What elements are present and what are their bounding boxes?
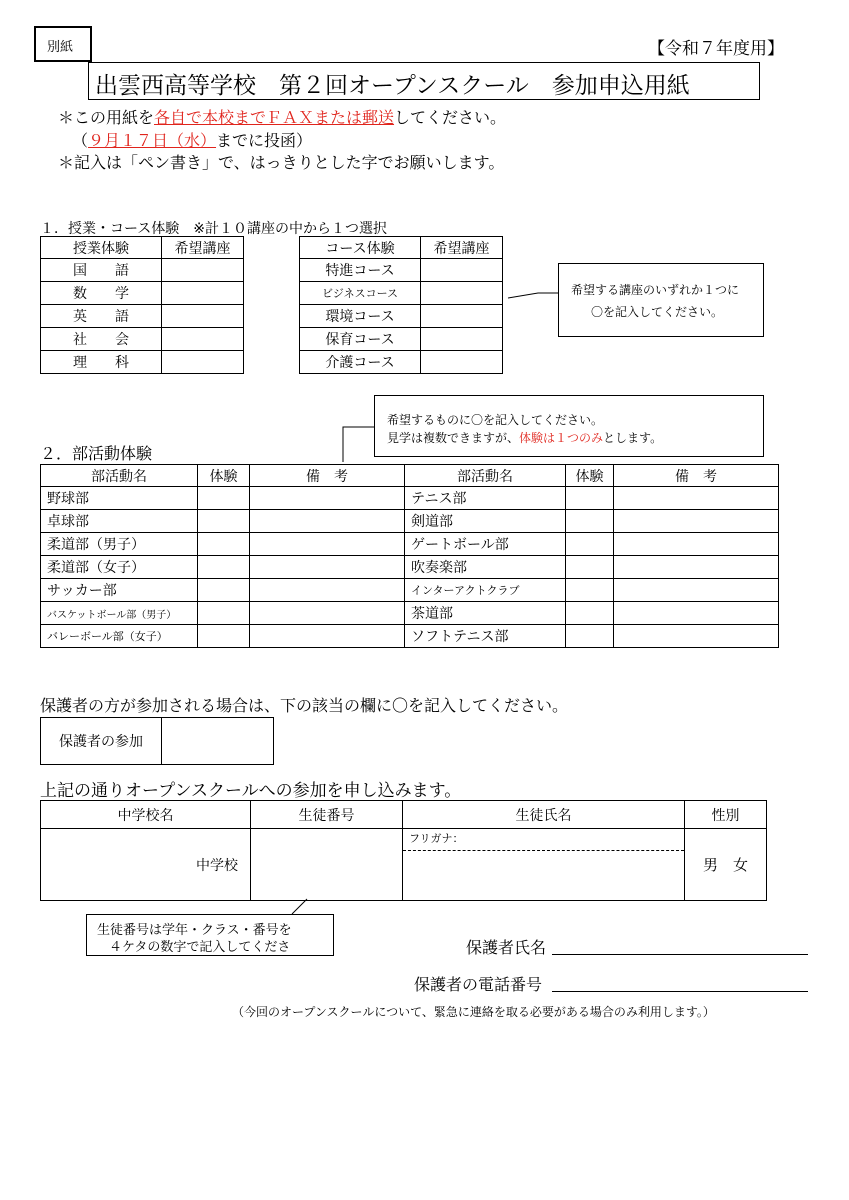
student-id-callout-line [292,899,307,914]
club-name: テニス部 [405,487,566,510]
club-remarks-cell[interactable] [250,625,405,648]
section1-note-line-1: 希望する講座のいずれか１つに [571,283,740,297]
section2-note-line-2-post: とします。 [603,431,663,445]
club-trial-cell[interactable] [198,556,250,579]
student-id-note-box [86,914,334,956]
section2-note-line-2 [387,429,662,446]
club-name: バレーボール部（女子） [41,625,198,648]
club-name: インターアクトクラブ [405,579,566,602]
instruction-line-2-post: までに投函） [216,131,313,150]
school-suffix: 中学校 [196,857,238,874]
guardian-phone-line[interactable] [552,991,808,992]
club-remarks-cell[interactable] [250,510,405,533]
section1-callout-line [508,293,558,298]
club-trial-cell[interactable] [198,510,250,533]
club-remarks-cell[interactable] [614,556,779,579]
club-trial-cell[interactable] [566,625,614,648]
course-table-header: 希望講座 [421,237,503,259]
club-remarks-cell[interactable] [614,579,779,602]
club-table-header: 部活動名 [41,465,198,487]
course-name: 環境コース [300,305,421,328]
section1-note-box [558,263,764,337]
club-trial-cell[interactable] [198,533,250,556]
instruction-line-2-open: （ [72,131,89,150]
class-subject: 数 学 [41,282,162,305]
class-subject: 社 会 [41,328,162,351]
section2-note-box [374,395,764,457]
club-remarks-cell[interactable] [250,533,405,556]
application-header: 生徒氏名 [403,801,685,829]
student-id-cell[interactable] [251,829,403,901]
club-trial-cell[interactable] [198,579,250,602]
guardian-participation-table [40,717,274,765]
course-table-header: コース体験 [300,237,421,259]
club-table-header: 備 考 [614,465,779,487]
club-remarks-cell[interactable] [250,556,405,579]
club-name: 吹奏楽部 [405,556,566,579]
school-name-cell[interactable] [41,829,251,901]
section2-heading: ２．部活動体験 [40,444,153,463]
guardian-phone-label: 保護者の電話番号 [414,975,543,994]
application-header: 中学校名 [41,801,251,829]
club-trial-cell[interactable] [566,556,614,579]
club-experience-table [40,464,779,648]
club-trial-cell[interactable] [566,533,614,556]
club-remarks-cell[interactable] [614,533,779,556]
club-name: バスケットボール部（男子） [41,602,198,625]
section1-note-line-2: 〇を記入してください。 [591,305,724,319]
course-name: ビジネスコース [300,282,421,305]
gender-options: 男 女 [702,856,748,874]
class-table-header: 授業体験 [41,237,162,259]
club-name: 野球部 [41,487,198,510]
class-subject: 国 語 [41,259,162,282]
instruction-line-1-red: 各自で本校までＦＡＸまたは郵送 [154,108,395,127]
year-label: 【令和７年度用】 [648,39,784,59]
club-trial-cell[interactable] [198,487,250,510]
club-name: 柔道部（女子） [41,556,198,579]
student-name-cell[interactable] [403,829,685,901]
class-subject: 理 科 [41,351,162,374]
course-name: 特進コース [300,259,421,282]
gender-cell[interactable] [685,829,767,901]
guardian-participation-cell[interactable] [162,718,274,765]
club-trial-cell[interactable] [566,579,614,602]
furigana-label: フリガナ： [409,832,464,845]
club-name: 剣道部 [405,510,566,533]
guardian-name-line[interactable] [552,954,808,955]
class-subject: 英 語 [41,305,162,328]
club-trial-cell[interactable] [198,625,250,648]
club-remarks-cell[interactable] [614,602,779,625]
club-trial-cell[interactable] [566,602,614,625]
footer-note: （今回のオープンスクールについて、緊急に連絡を取る必要がある場合のみ利用します。） [232,1005,715,1019]
club-trial-cell[interactable] [566,487,614,510]
application-header: 生徒番号 [251,801,403,829]
club-trial-cell[interactable] [198,602,250,625]
application-table [40,800,767,901]
application-statement: 上記の通りオープンスクールへの参加を申し込みます。 [40,781,462,801]
section1-heading: １．授業・コース体験 ※計１０講座の中から１つ選択 [40,221,388,237]
instruction-line-2-red: ９月１７日（水） [88,131,217,150]
club-table-header: 部活動名 [405,465,566,487]
club-table-header: 備 考 [250,465,405,487]
section2-note-line-2-red: 体験は１つのみ [519,431,604,445]
instruction-line-3: ＊記入は「ペン書き」で、はっきりとした字でお願いします。 [58,153,505,172]
section2-callout-line [343,427,374,462]
attachment-label: 別紙 [47,40,74,55]
instruction-line-1-pre: ＊この用紙を [58,108,155,127]
club-name: 卓球部 [41,510,198,533]
guardian-participation-label: 保護者の参加 [41,718,162,765]
student-id-note-line-2: ４ケタの数字で記入してくださ [109,940,291,955]
course-name: 保育コース [300,328,421,351]
club-remarks-cell[interactable] [614,487,779,510]
furigana-row[interactable] [403,829,684,851]
application-header: 性別 [685,801,767,829]
club-remarks-cell[interactable] [250,487,405,510]
club-name: ゲートボール部 [405,533,566,556]
guardian-instruction: 保護者の方が参加される場合は、下の該当の欄に〇を記入してください。 [40,696,569,715]
student-id-note-line-1: 生徒番号は学年・クラス・番号を [97,923,292,938]
club-name: サッカー部 [41,579,198,602]
club-name: 茶道部 [405,602,566,625]
guardian-name-label: 保護者氏名 [466,938,547,957]
course-name: 介護コース [300,351,421,374]
club-table-header: 体験 [198,465,250,487]
instruction-line-1-post: してください。 [394,108,507,127]
club-trial-cell[interactable] [566,510,614,533]
club-name: ソフトテニス部 [405,625,566,648]
section2-note-line-1: 希望するものに〇を記入してください。 [387,413,604,427]
class-table-header: 希望講座 [162,237,244,259]
club-remarks-cell[interactable] [614,510,779,533]
page-title: 出雲西高等学校 第２回オープンスクール 参加申込用紙 [95,73,690,99]
club-remarks-cell[interactable] [250,602,405,625]
club-remarks-cell[interactable] [250,579,405,602]
club-remarks-cell[interactable] [614,625,779,648]
club-table-header: 体験 [566,465,614,487]
club-name: 柔道部（男子） [41,533,198,556]
section2-note-line-2-pre: 見学は複数できますが、 [387,431,520,445]
